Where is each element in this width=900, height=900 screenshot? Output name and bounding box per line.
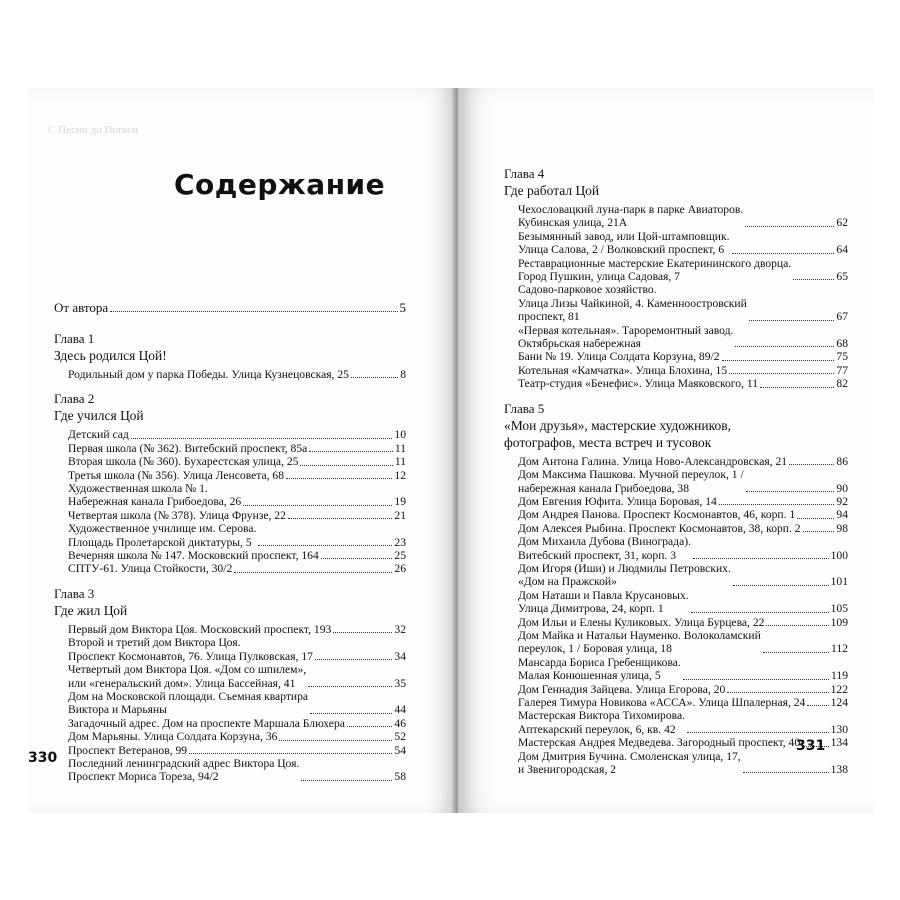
toc-entry-text: Детский сад bbox=[68, 428, 129, 442]
toc-entry bbox=[68, 562, 406, 575]
toc-entry-page: 54 bbox=[394, 743, 406, 757]
page-number-right: 331 bbox=[796, 738, 826, 754]
toc-entry-page: 44 bbox=[394, 703, 406, 717]
leader-dots bbox=[234, 572, 392, 573]
toc-entry-page: 26 bbox=[394, 562, 406, 576]
toc-entry-text: Дом Максима Пашкова. Мучной переулок, 1 / набережная канала Грибоедова, 38 bbox=[518, 468, 744, 495]
toc-entry bbox=[68, 549, 406, 562]
toc-entry-page: 100 bbox=[830, 548, 848, 562]
chapter-section bbox=[504, 401, 848, 777]
leader-dots bbox=[310, 713, 392, 714]
toc-entry-text: Третья школа (№ 356). Улица Ленсовета, 68 bbox=[68, 468, 284, 482]
entry-list bbox=[518, 203, 848, 391]
toc-entry bbox=[518, 455, 848, 468]
toc-entry bbox=[68, 690, 406, 717]
chapter-title: Где учился Цой bbox=[54, 408, 144, 424]
toc-entry bbox=[518, 535, 848, 562]
toc-entry-page: 32 bbox=[394, 622, 406, 636]
leader-dots bbox=[351, 377, 398, 378]
toc-entry-text: Вечерняя школа № 147. Московский проспект, 164 bbox=[68, 549, 319, 563]
toc-entry-page: 138 bbox=[830, 763, 848, 777]
chapter-section bbox=[54, 586, 406, 784]
toc-entry-text: Реставрационные мастерские Екатерининского дворца. Город Пушкин, улица Садовая, 7 bbox=[518, 256, 792, 284]
toc-entry-text: Первая школа (№ 362). Витебский проспект, 85а bbox=[68, 441, 308, 455]
toc-entry bbox=[68, 428, 406, 441]
toc-entry-text: Мастерская Андрея Медведева. Загородный проспект, 40 bbox=[518, 736, 801, 750]
toc-entry bbox=[518, 364, 848, 377]
chapter-label: Глава 3 bbox=[54, 585, 95, 601]
toc-entry-page: 109 bbox=[830, 615, 848, 629]
leader-dots bbox=[301, 780, 392, 781]
toc-entry bbox=[518, 616, 848, 629]
leader-dots bbox=[243, 505, 392, 506]
toc-entry-text: «Первая котельная». Тароремонтный завод. Октябрьская набережная bbox=[518, 323, 734, 351]
toc-entry-page: 62 bbox=[836, 216, 848, 230]
leader-dots bbox=[286, 478, 392, 479]
toc-entry bbox=[518, 283, 848, 323]
toc-entry-text: Второй и третий дом Виктора Цоя. Проспект Космонавтов, 76. Улица Пулковская, 17 bbox=[68, 636, 313, 663]
toc-entry bbox=[518, 589, 848, 616]
toc-entry-text: Дом Антона Галина. Улица Ново-Александровская, 21 bbox=[518, 454, 788, 468]
toc-entry bbox=[518, 350, 848, 363]
toc-entry bbox=[518, 508, 848, 521]
leader-dots bbox=[760, 387, 834, 388]
leader-dots bbox=[683, 679, 829, 680]
toc-entry-page: 77 bbox=[836, 363, 848, 377]
toc-entry bbox=[68, 744, 406, 757]
leader-dots bbox=[735, 346, 834, 347]
toc-entry-page: 58 bbox=[394, 770, 406, 784]
toc-entry-page: 12 bbox=[394, 468, 406, 482]
leader-dots bbox=[131, 438, 393, 439]
toc-entry-page: 122 bbox=[830, 682, 848, 696]
toc-entry-page: 23 bbox=[394, 535, 406, 549]
leader-dots bbox=[347, 726, 393, 727]
chapter-label: Глава 4 bbox=[504, 166, 545, 181]
toc-entry-text: Дом Михаила Дубова (Винограда). Витебский проспект, 31, корп. 3 bbox=[518, 535, 691, 562]
toc-entry-page: 35 bbox=[394, 676, 406, 690]
entry-list bbox=[68, 368, 406, 381]
chapter-section bbox=[504, 166, 848, 391]
toc-entry-text: Загадочный адрес. Дом на проспекте Маршала Блюхера bbox=[68, 716, 345, 730]
chapter-section bbox=[54, 391, 406, 575]
toc-entry-text: Художественная школа № 1. Набережная канала Грибоедова, 26 bbox=[68, 482, 242, 509]
toc-entry bbox=[518, 656, 848, 683]
leader-dots bbox=[321, 558, 393, 559]
toc-entry-page: 25 bbox=[394, 549, 406, 563]
leader-dots bbox=[743, 772, 829, 773]
toc-entry-text: Бани № 19. Улица Солдата Корзуна, 89/2 bbox=[518, 350, 720, 364]
leader-dots bbox=[308, 686, 392, 687]
leader-dots bbox=[189, 753, 392, 754]
toc-entry bbox=[518, 495, 848, 508]
toc-entry bbox=[68, 623, 406, 636]
toc-entry bbox=[68, 730, 406, 743]
toc-entry-text: Четвертый дом Виктора Цоя. «Дом со шпилем», или «генеральский дом». Улица Бассейная, 41 bbox=[68, 663, 307, 690]
toc-entry-text: Галерея Тимура Новикова «АССА». Улица Шпалерная, 24 bbox=[518, 696, 806, 709]
toc-entry-page: 10 bbox=[394, 428, 406, 442]
toc-entry-text: Дом Майка и Натальи Науменко. Волоколамский переулок, 1 / Боровая улица, 18 bbox=[518, 628, 761, 656]
leader-dots bbox=[727, 692, 828, 693]
toc-entry bbox=[68, 757, 406, 784]
toc-entry-text: Дом Игоря (Иши) и Людмилы Петровских. «Дом на Пражской» bbox=[518, 561, 731, 589]
entry-list bbox=[68, 428, 406, 575]
toc-entry-text: Дом Геннадия Зайцева. Улица Егорова, 20 bbox=[518, 682, 726, 696]
toc-entry-page: 64 bbox=[836, 243, 848, 257]
toc-entry bbox=[518, 709, 848, 736]
toc-entry bbox=[518, 230, 848, 257]
chapter-label: Глава 1 bbox=[54, 331, 95, 346]
toc-entry-text: Дом Ильи и Елены Куликовых. Улица Бурцева, 22 bbox=[518, 615, 765, 629]
toc-entry-text: Дом на Московской площади. Съемная квартира Виктора и Марьяны bbox=[68, 689, 309, 717]
author-label: От автора bbox=[54, 300, 109, 315]
toc-entry-page: 92 bbox=[836, 494, 848, 508]
toc-entry bbox=[518, 522, 848, 535]
toc-entry-text: Дом Наташи и Павла Крусановых. Улица Димитрова, 24, корп. 1 bbox=[518, 588, 689, 616]
toc-entry bbox=[68, 442, 406, 455]
leader-dots bbox=[733, 585, 829, 586]
entry-list bbox=[68, 623, 406, 784]
leader-dots bbox=[797, 518, 834, 519]
leader-dots bbox=[793, 279, 834, 280]
toc-entry bbox=[68, 717, 406, 730]
leader-dots bbox=[729, 373, 834, 374]
chapter-label: Глава 2 bbox=[54, 391, 95, 407]
toc-entry bbox=[68, 482, 406, 509]
left-toc-column bbox=[54, 300, 406, 794]
entry-list bbox=[518, 455, 848, 777]
toc-entry-page: 11 bbox=[394, 455, 406, 469]
author-page: 5 bbox=[399, 300, 406, 315]
toc-entry-text: Проспект Ветеранов, 99 bbox=[68, 743, 188, 757]
toc-entry bbox=[68, 636, 406, 663]
leader-dots bbox=[763, 652, 829, 653]
toc-entry-text: Безымянный завод, или Цой-штамповщик. Улица Салова, 2 / Волковский проспект, 6 bbox=[518, 229, 730, 257]
toc-entry bbox=[518, 629, 848, 656]
toc-entry-text: Вторая школа (№ 360). Бухарестская улица, 25 bbox=[68, 455, 299, 469]
toc-entry bbox=[518, 696, 848, 709]
toc-entry-page: 112 bbox=[831, 642, 848, 656]
toc-entry-text: Дом Дмитрия Бучина. Смоленская улица, 17, и Звенигородская, 2 bbox=[518, 749, 741, 777]
chapter-section bbox=[54, 331, 406, 381]
leader-dots bbox=[288, 518, 393, 519]
toc-entry bbox=[518, 562, 848, 589]
toc-entry-page: 82 bbox=[836, 377, 848, 391]
toc-entry-text: Первый дом Виктора Цоя. Московский проспект, 193 bbox=[68, 622, 332, 636]
leader-dots bbox=[258, 545, 392, 546]
toc-entry-text: Дом Марьяны. Улица Солдата Корзуна, 36 bbox=[68, 730, 278, 744]
toc-entry-text: Чехословацкий луна-парк в парке Авиаторов. Кубинская улица, 21А bbox=[518, 203, 744, 230]
toc-entry-text: Четвертая школа (№ 378). Улица Фрунзе, 22 bbox=[68, 508, 286, 522]
chapter-title: «Мои друзья», мастерские художников, фотографов, места встреч и тусовок bbox=[504, 417, 731, 450]
toc-entry-page: 101 bbox=[830, 575, 848, 589]
toc-entry bbox=[518, 683, 848, 696]
toc-entry-text: Котельная «Камчатка». Улица Блохина, 15 bbox=[518, 363, 728, 377]
toc-entry bbox=[68, 509, 406, 522]
toc-entry-page: 34 bbox=[394, 649, 406, 663]
right-page bbox=[458, 88, 874, 813]
toc-entry-page: 130 bbox=[830, 722, 848, 736]
toc-entry-page: 75 bbox=[836, 350, 848, 364]
toc-entry-text: Театр-студия «Бенефис». Улица Маяковского, 11 bbox=[518, 377, 759, 391]
left-page bbox=[28, 88, 458, 813]
chapter-title: Здесь родился Цой! bbox=[54, 348, 167, 363]
leader-dots bbox=[766, 625, 828, 626]
toc-entry-page: 105 bbox=[830, 602, 848, 616]
leader-dots bbox=[315, 659, 392, 660]
toc-entry bbox=[518, 324, 848, 351]
toc-entry-page: 86 bbox=[836, 454, 848, 468]
toc-entry-text: Родильный дом у парка Победы. Улица Кузнецовская, 25 bbox=[68, 368, 349, 381]
left-chapter-list bbox=[54, 331, 406, 784]
leader-dots bbox=[803, 531, 835, 532]
right-chapter-list bbox=[504, 166, 848, 776]
toc-entry-page: 119 bbox=[831, 669, 848, 683]
leader-dots bbox=[309, 451, 393, 452]
leader-dots bbox=[746, 491, 835, 492]
toc-entry-page: 19 bbox=[394, 495, 406, 509]
toc-entry-page: 52 bbox=[394, 730, 406, 744]
toc-entry bbox=[68, 522, 406, 549]
leader-dots bbox=[333, 632, 392, 633]
toc-entry bbox=[68, 455, 406, 468]
leader-dots bbox=[722, 360, 835, 361]
toc-entry-page: 65 bbox=[836, 270, 848, 284]
leader-dots bbox=[732, 253, 835, 254]
toc-entry bbox=[68, 368, 406, 381]
running-head: С Песни до Погасн bbox=[48, 124, 139, 136]
toc-entry-page: 90 bbox=[836, 481, 848, 495]
toc-entry-page: 134 bbox=[830, 736, 848, 750]
toc-entry bbox=[518, 468, 848, 495]
toc-entry-page: 98 bbox=[836, 521, 848, 535]
toc-entry-page: 46 bbox=[394, 716, 406, 730]
toc-entry-page: 68 bbox=[836, 337, 848, 351]
leader-dots bbox=[789, 464, 834, 465]
toc-entry-author bbox=[54, 300, 406, 315]
chapter-title: Где жил Цой bbox=[54, 602, 128, 618]
contents-heading: Содержание bbox=[174, 168, 386, 201]
chapter-title: Где работал Цой bbox=[504, 183, 600, 198]
toc-entry-text: СПТУ-61. Улица Стойкости, 30/2 bbox=[68, 562, 233, 576]
toc-entry-page: 94 bbox=[836, 508, 848, 522]
leader-dots bbox=[110, 311, 397, 312]
toc-entry-text: Дом Алексея Рыбина. Проспект Космонавтов, 38, корп. 2 bbox=[518, 521, 801, 535]
toc-entry-text: Художественное училище им. Серова. Площадь Пролетарской диктатуры, 5 bbox=[68, 522, 257, 549]
page-number-left: 330 bbox=[28, 750, 58, 766]
toc-entry-text: Мансарда Бориса Гребенщикова. Малая Конюшенная улица, 5 bbox=[518, 655, 681, 683]
toc-entry-text: Последний ленинградский адрес Виктора Цоя. Проспект Мориса Тореза, 94/2 bbox=[68, 756, 300, 784]
leader-dots bbox=[300, 465, 392, 466]
toc-entry-page: 11 bbox=[394, 441, 406, 455]
toc-entry-text: Мастерская Виктора Тихомирова. Аптекарский переулок, 6, кв. 42 bbox=[518, 709, 685, 736]
leader-dots bbox=[807, 705, 828, 706]
toc-entry bbox=[518, 257, 848, 284]
toc-entry-text: Садово-парковое хозяйство. Улица Лизы Чайкиной, 4. Каменноостровский проспект, 81 bbox=[518, 283, 747, 324]
leader-dots bbox=[279, 740, 392, 741]
toc-entry bbox=[518, 377, 848, 390]
toc-entry-page: 124 bbox=[830, 696, 848, 709]
leader-dots bbox=[719, 504, 835, 505]
toc-entry-text: Дом Андрея Панова. Проспект Космонавтов, 46, корп. 1 bbox=[518, 508, 796, 522]
toc-entry bbox=[68, 469, 406, 482]
toc-entry-page: 67 bbox=[836, 310, 848, 324]
toc-entry-text: Дом Евгения Юфита. Улица Боровая, 14 bbox=[518, 494, 717, 508]
leader-dots bbox=[745, 226, 834, 227]
leader-dots bbox=[687, 732, 829, 733]
leader-dots bbox=[693, 558, 829, 559]
leader-dots bbox=[691, 612, 829, 613]
toc-entry-page: 21 bbox=[394, 508, 406, 522]
toc-entry bbox=[68, 663, 406, 690]
toc-entry bbox=[518, 203, 848, 230]
chapter-label: Глава 5 bbox=[504, 400, 545, 416]
right-toc-column bbox=[504, 166, 848, 786]
toc-entry-page: 8 bbox=[400, 368, 406, 381]
leader-dots bbox=[749, 320, 835, 321]
